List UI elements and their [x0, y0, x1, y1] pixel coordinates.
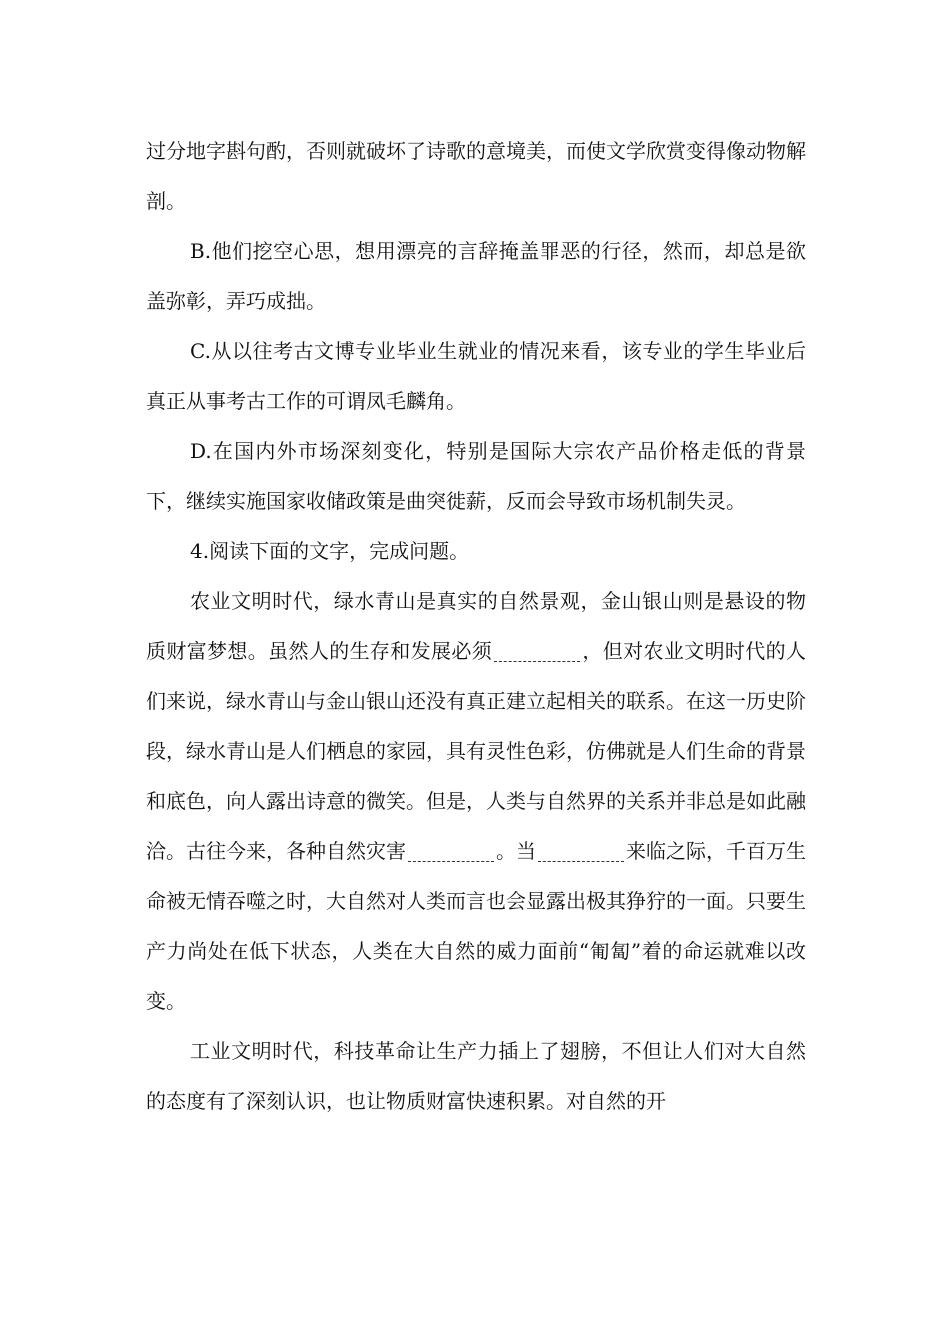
- question-4-prompt: 4.阅读下面的文字，完成问题。: [190, 539, 470, 563]
- passage-paragraph-2: 工业文明时代，科技革命让生产力插上了翅膀，不但让人们对大自然的态度有了深刻认识，也让物质财富快速积累。对自然的开: [146, 1039, 806, 1113]
- fill-in-blank-2: [408, 841, 494, 862]
- passage-text: ，但对农业文明时代的人们来说，绿水青山与金山银山还没有真正建立起相关的联系。在这一历史阶段，绿水青山是人们栖息的家园，具有灵性色彩，仿佛就是人们生命的背景和底色，向人露出诗意的微笑。但是，人类与自然界的关系并非总是如此融洽。古往今来，各种自然灾害: [146, 639, 807, 863]
- option-d: D.在国内外市场深刻变化，特别是国际大宗农产品价格走低的背景下，继续实施国家收储政策是曲突徙薪，反而会导致市场机制失灵。: [146, 439, 806, 513]
- option-b: B.他们挖空心思，想用漂亮的言辞掩盖罪恶的行径，然而，却总是欲盖弥彰，弄巧成拙。: [146, 239, 806, 313]
- passage-text: 。当: [496, 839, 536, 863]
- body-text: [146, 126, 806, 1126]
- passage-text: 农业文明时代，绿水青山是真实的自然景观，金山银山则是悬设的物质财富梦想。虽然人的生存和发展必须: [146, 589, 806, 663]
- option-c: C.从以往考古文博专业毕业生就业的情况来看，该专业的学生毕业后真正从事考古工作的可谓凤毛麟角。: [146, 339, 806, 413]
- fill-in-blank-3: [538, 841, 624, 862]
- passage-paragraph-1: [146, 576, 806, 1026]
- passage-text: 来临之际，千百万生命被无情吞噬之时，大自然对人类而言也会显露出极其狰狞的一面。只要生产力尚处在低下状态，人类在大自然的威力面前“匍匐”着的命运就难以改变。: [146, 839, 806, 1013]
- fill-in-blank-1: [494, 641, 580, 662]
- option-a-continuation: 过分地字斟句酌，否则就破坏了诗歌的意境美，而使文学欣赏变得像动物解剖。: [146, 139, 806, 213]
